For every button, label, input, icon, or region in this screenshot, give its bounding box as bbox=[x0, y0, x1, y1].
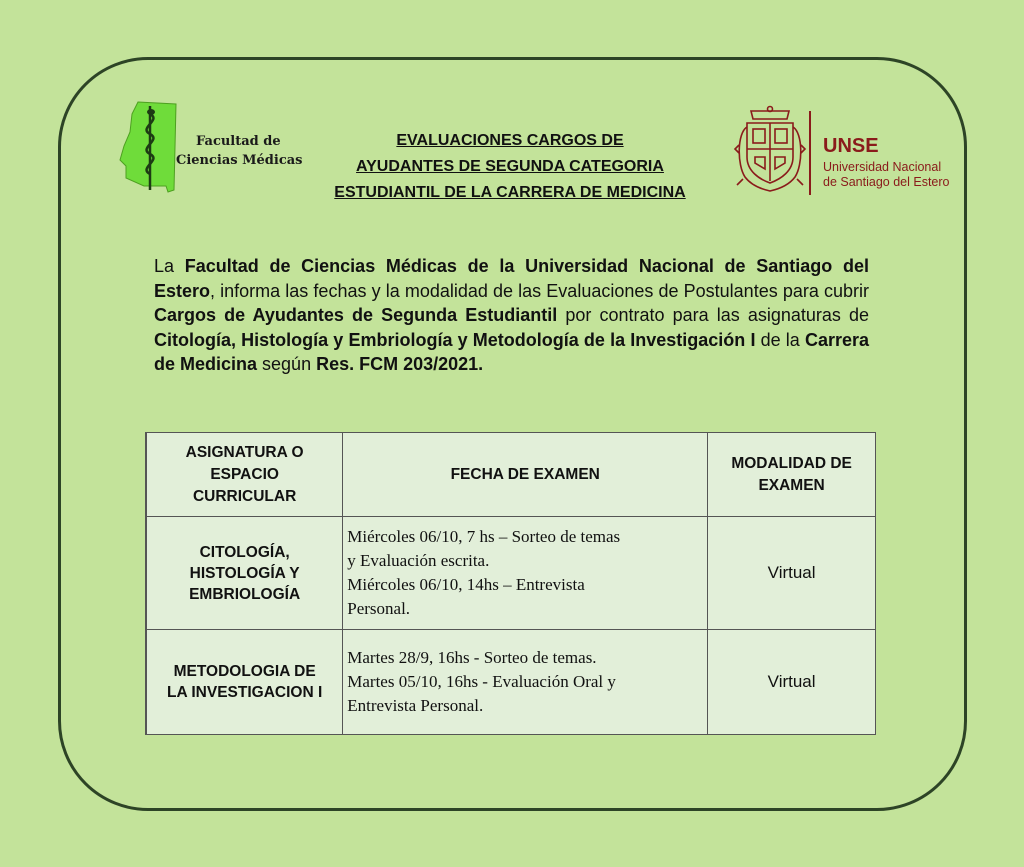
intro-text-3: por contrato para las asignaturas de bbox=[557, 305, 869, 326]
intro-bold-1: Facultad de Ciencias Médicas de la Universidad Nacional de Santiago del Estero bbox=[154, 256, 869, 301]
intro-text-4: de la bbox=[755, 329, 805, 350]
header-subject-line: ESPACIO bbox=[210, 465, 279, 483]
subject-line: HISTOLOGÍA Y bbox=[189, 564, 300, 582]
exam-table bbox=[145, 432, 876, 735]
title-line3: ESTUDIANTIL DE LA CARRERA DE MEDICINA bbox=[334, 184, 686, 201]
title-line1: EVALUACIONES CARGOS DE bbox=[396, 132, 624, 149]
intro-bold-4: Carrera de Medicina bbox=[154, 329, 869, 375]
header-subject bbox=[146, 433, 343, 517]
unse-name: UNSE bbox=[823, 135, 879, 157]
subject-line: CITOLOGÍA, bbox=[199, 543, 290, 561]
header-mode bbox=[708, 433, 876, 517]
header-mode-line: EXAMEN bbox=[758, 476, 825, 494]
fcm-logo-line1: Facultad de bbox=[196, 134, 281, 149]
date-line: Miércoles 06/10, 14hs – Entrevista bbox=[347, 575, 585, 594]
intro-text-1: La bbox=[154, 256, 185, 276]
intro-text-2: , informa las fechas y la modalidad de las Evaluaciones de Postulantes para cubrir bbox=[210, 280, 869, 301]
title-line2: AYUDANTES DE SEGUNDA CATEGORIA bbox=[356, 158, 664, 175]
date-line: Martes 05/10, 16hs - Evaluación Oral y bbox=[347, 672, 616, 691]
subject-line: METODOLOGIA DE bbox=[173, 663, 316, 680]
row-date bbox=[343, 630, 708, 735]
header-date: FECHA DE EXAMEN bbox=[343, 433, 708, 517]
header-subject-line: CURRICULAR bbox=[192, 487, 297, 505]
date-line: y Evaluación escrita. bbox=[347, 551, 490, 570]
row-subject bbox=[146, 630, 343, 735]
unse-line2: de Santiago del Estero bbox=[823, 175, 950, 189]
page-title bbox=[280, 128, 740, 206]
table-row bbox=[146, 630, 876, 735]
header-subject-line: ASIGNATURA O bbox=[185, 443, 304, 461]
table-header-row bbox=[146, 433, 876, 517]
subject-line: EMBRIOLOGÍA bbox=[189, 585, 301, 603]
intro-paragraph bbox=[154, 254, 869, 377]
intro-bold-3: Citología, Histología y Embriología y Metodología de la Investigación I bbox=[154, 329, 756, 350]
table-row bbox=[146, 517, 876, 630]
row-subject bbox=[146, 517, 343, 630]
unse-fullname bbox=[823, 160, 949, 190]
row-mode: Virtual bbox=[708, 630, 876, 735]
date-line: Miércoles 06/10, 7 hs – Sorteo de temas bbox=[347, 527, 621, 546]
row-date bbox=[343, 517, 708, 630]
header-mode-line: MODALIDAD DE bbox=[731, 454, 852, 472]
date-line: Personal. bbox=[347, 599, 411, 618]
university-crest-icon bbox=[733, 105, 807, 197]
unse-logo bbox=[733, 105, 963, 197]
unse-divider bbox=[809, 111, 811, 195]
date-line: Martes 28/9, 16hs - Sorteo de temas. bbox=[347, 648, 597, 667]
subject-line: LA INVESTIGACION I bbox=[166, 684, 323, 701]
unse-line1: Universidad Nacional bbox=[823, 160, 942, 174]
date-line: Entrevista Personal. bbox=[347, 696, 484, 715]
row-mode: Virtual bbox=[708, 517, 876, 630]
fcm-logo-line2: Ciencias Médicas bbox=[176, 153, 303, 168]
intro-text-5: según bbox=[257, 354, 317, 375]
intro-bold-2: Cargos de Ayudantes de Segunda Estudiantil bbox=[154, 305, 558, 326]
intro-bold-5: Res. FCM 203/2021. bbox=[316, 354, 484, 375]
